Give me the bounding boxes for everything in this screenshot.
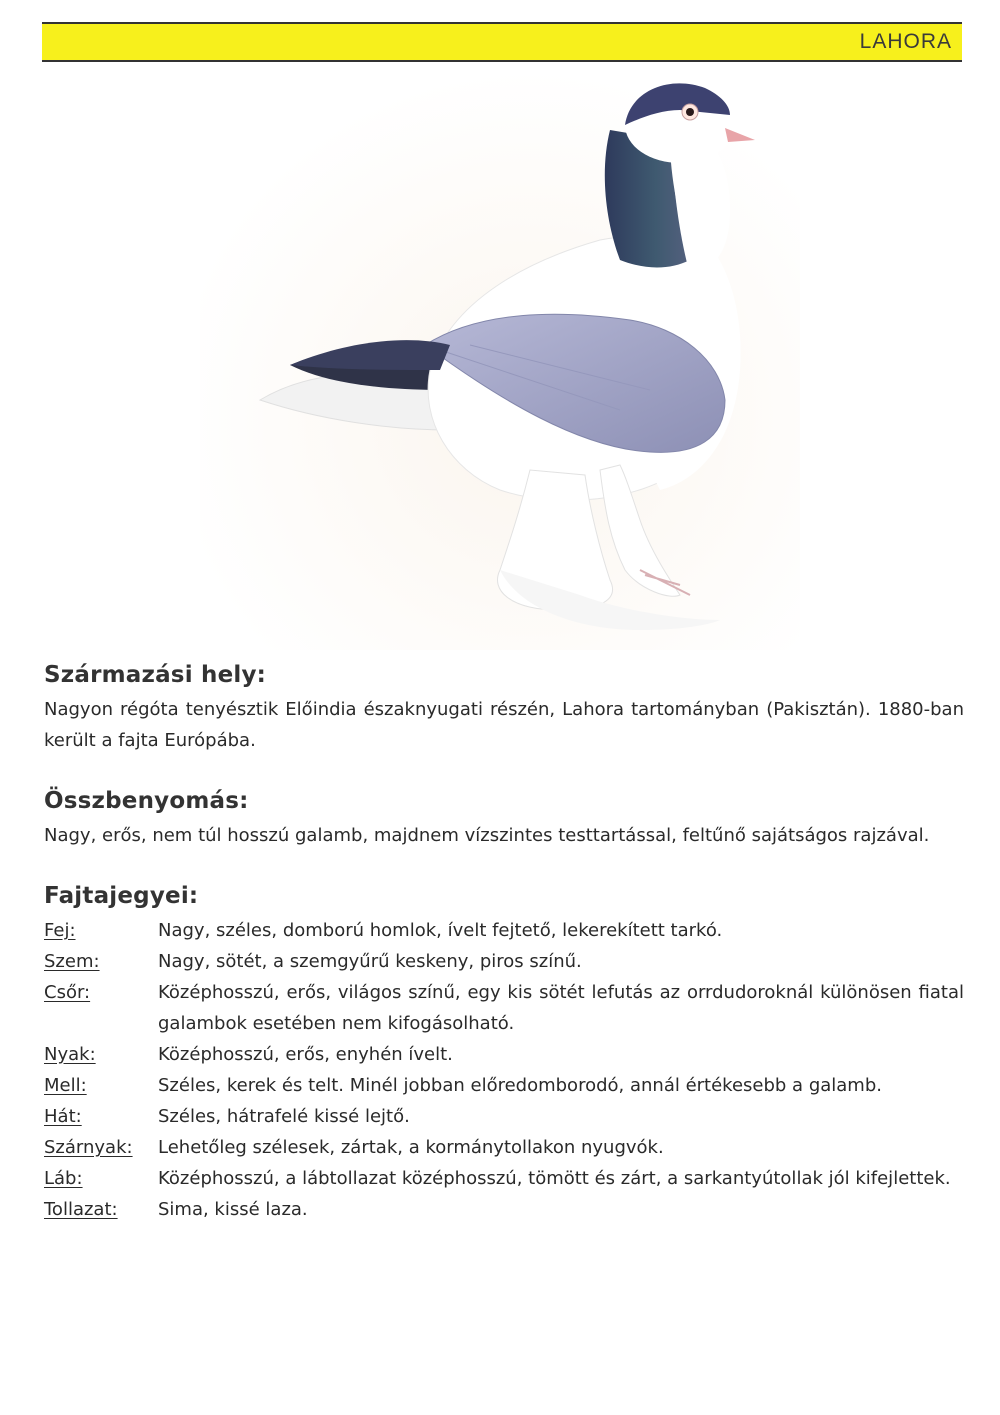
origin-heading: Származási hely: xyxy=(44,662,267,688)
trait-row-mell xyxy=(44,1070,964,1101)
breed-description xyxy=(44,662,964,1225)
traits-list xyxy=(44,915,964,1225)
trait-value: Nagy, sötét, a szemgyűrű keskeny, piros színű. xyxy=(158,951,582,972)
trait-row-nyak xyxy=(44,1039,964,1070)
trait-label: Nyak: xyxy=(44,1044,96,1065)
trait-value: Sima, kissé laza. xyxy=(158,1199,308,1220)
trait-label: Láb: xyxy=(44,1168,83,1189)
trait-value: Széles, hátrafelé kissé lejtő. xyxy=(158,1106,410,1127)
trait-label: Csőr: xyxy=(44,982,91,1003)
trait-value: Nagy, széles, domború homlok, ívelt fejtető, lekerekített tarkó. xyxy=(158,920,723,941)
traits-heading: Fajtajegyei: xyxy=(44,883,199,909)
breed-name: LAHORA xyxy=(859,30,952,53)
trait-value: Középhosszú, a lábtollazat középhosszú, tömött és zárt, a sarkantyútollak jól kifejlettek. xyxy=(158,1168,951,1189)
trait-row-szem xyxy=(44,946,964,977)
trait-value: Középhosszú, erős, világos színű, egy kis sötét lefutás az orrdudoroknál különösen fiatal galambok esetében nem kifogásolható. xyxy=(158,982,964,1034)
trait-label: Tollazat: xyxy=(44,1199,118,1220)
trait-value: Széles, kerek és telt. Minél jobban előredomborodó, annál értékesebb a galamb. xyxy=(158,1075,882,1096)
trait-row-csor xyxy=(44,977,964,1039)
trait-row-tollazat xyxy=(44,1194,964,1225)
origin-text: Nagyon régóta tenyésztik Előindia északnyugati részén, Lahora tartományban (Pakisztán). 1880-ban került a fajta Európába. xyxy=(44,699,964,751)
trait-value: Középhosszú, erős, enyhén ívelt. xyxy=(158,1044,453,1065)
impression-heading: Összbenyomás: xyxy=(44,788,249,814)
trait-label: Hát: xyxy=(44,1106,82,1127)
trait-row-szarnyak xyxy=(44,1132,964,1163)
trait-value: Lehetőleg szélesek, zártak, a kormánytollakon nyugvók. xyxy=(158,1137,664,1158)
trait-row-lab xyxy=(44,1163,964,1194)
pigeon-photo xyxy=(200,70,800,650)
trait-label: Szem: xyxy=(44,951,100,972)
trait-label: Szárnyak: xyxy=(44,1137,133,1158)
breed-header-bar xyxy=(42,22,962,62)
trait-label: Fej: xyxy=(44,920,76,941)
impression-text: Nagy, erős, nem túl hosszú galamb, majdnem vízszintes testtartással, feltűnő sajátságos rajzával. xyxy=(44,825,930,846)
trait-row-hat xyxy=(44,1101,964,1132)
trait-row-fej xyxy=(44,915,964,946)
trait-label: Mell: xyxy=(44,1075,87,1096)
